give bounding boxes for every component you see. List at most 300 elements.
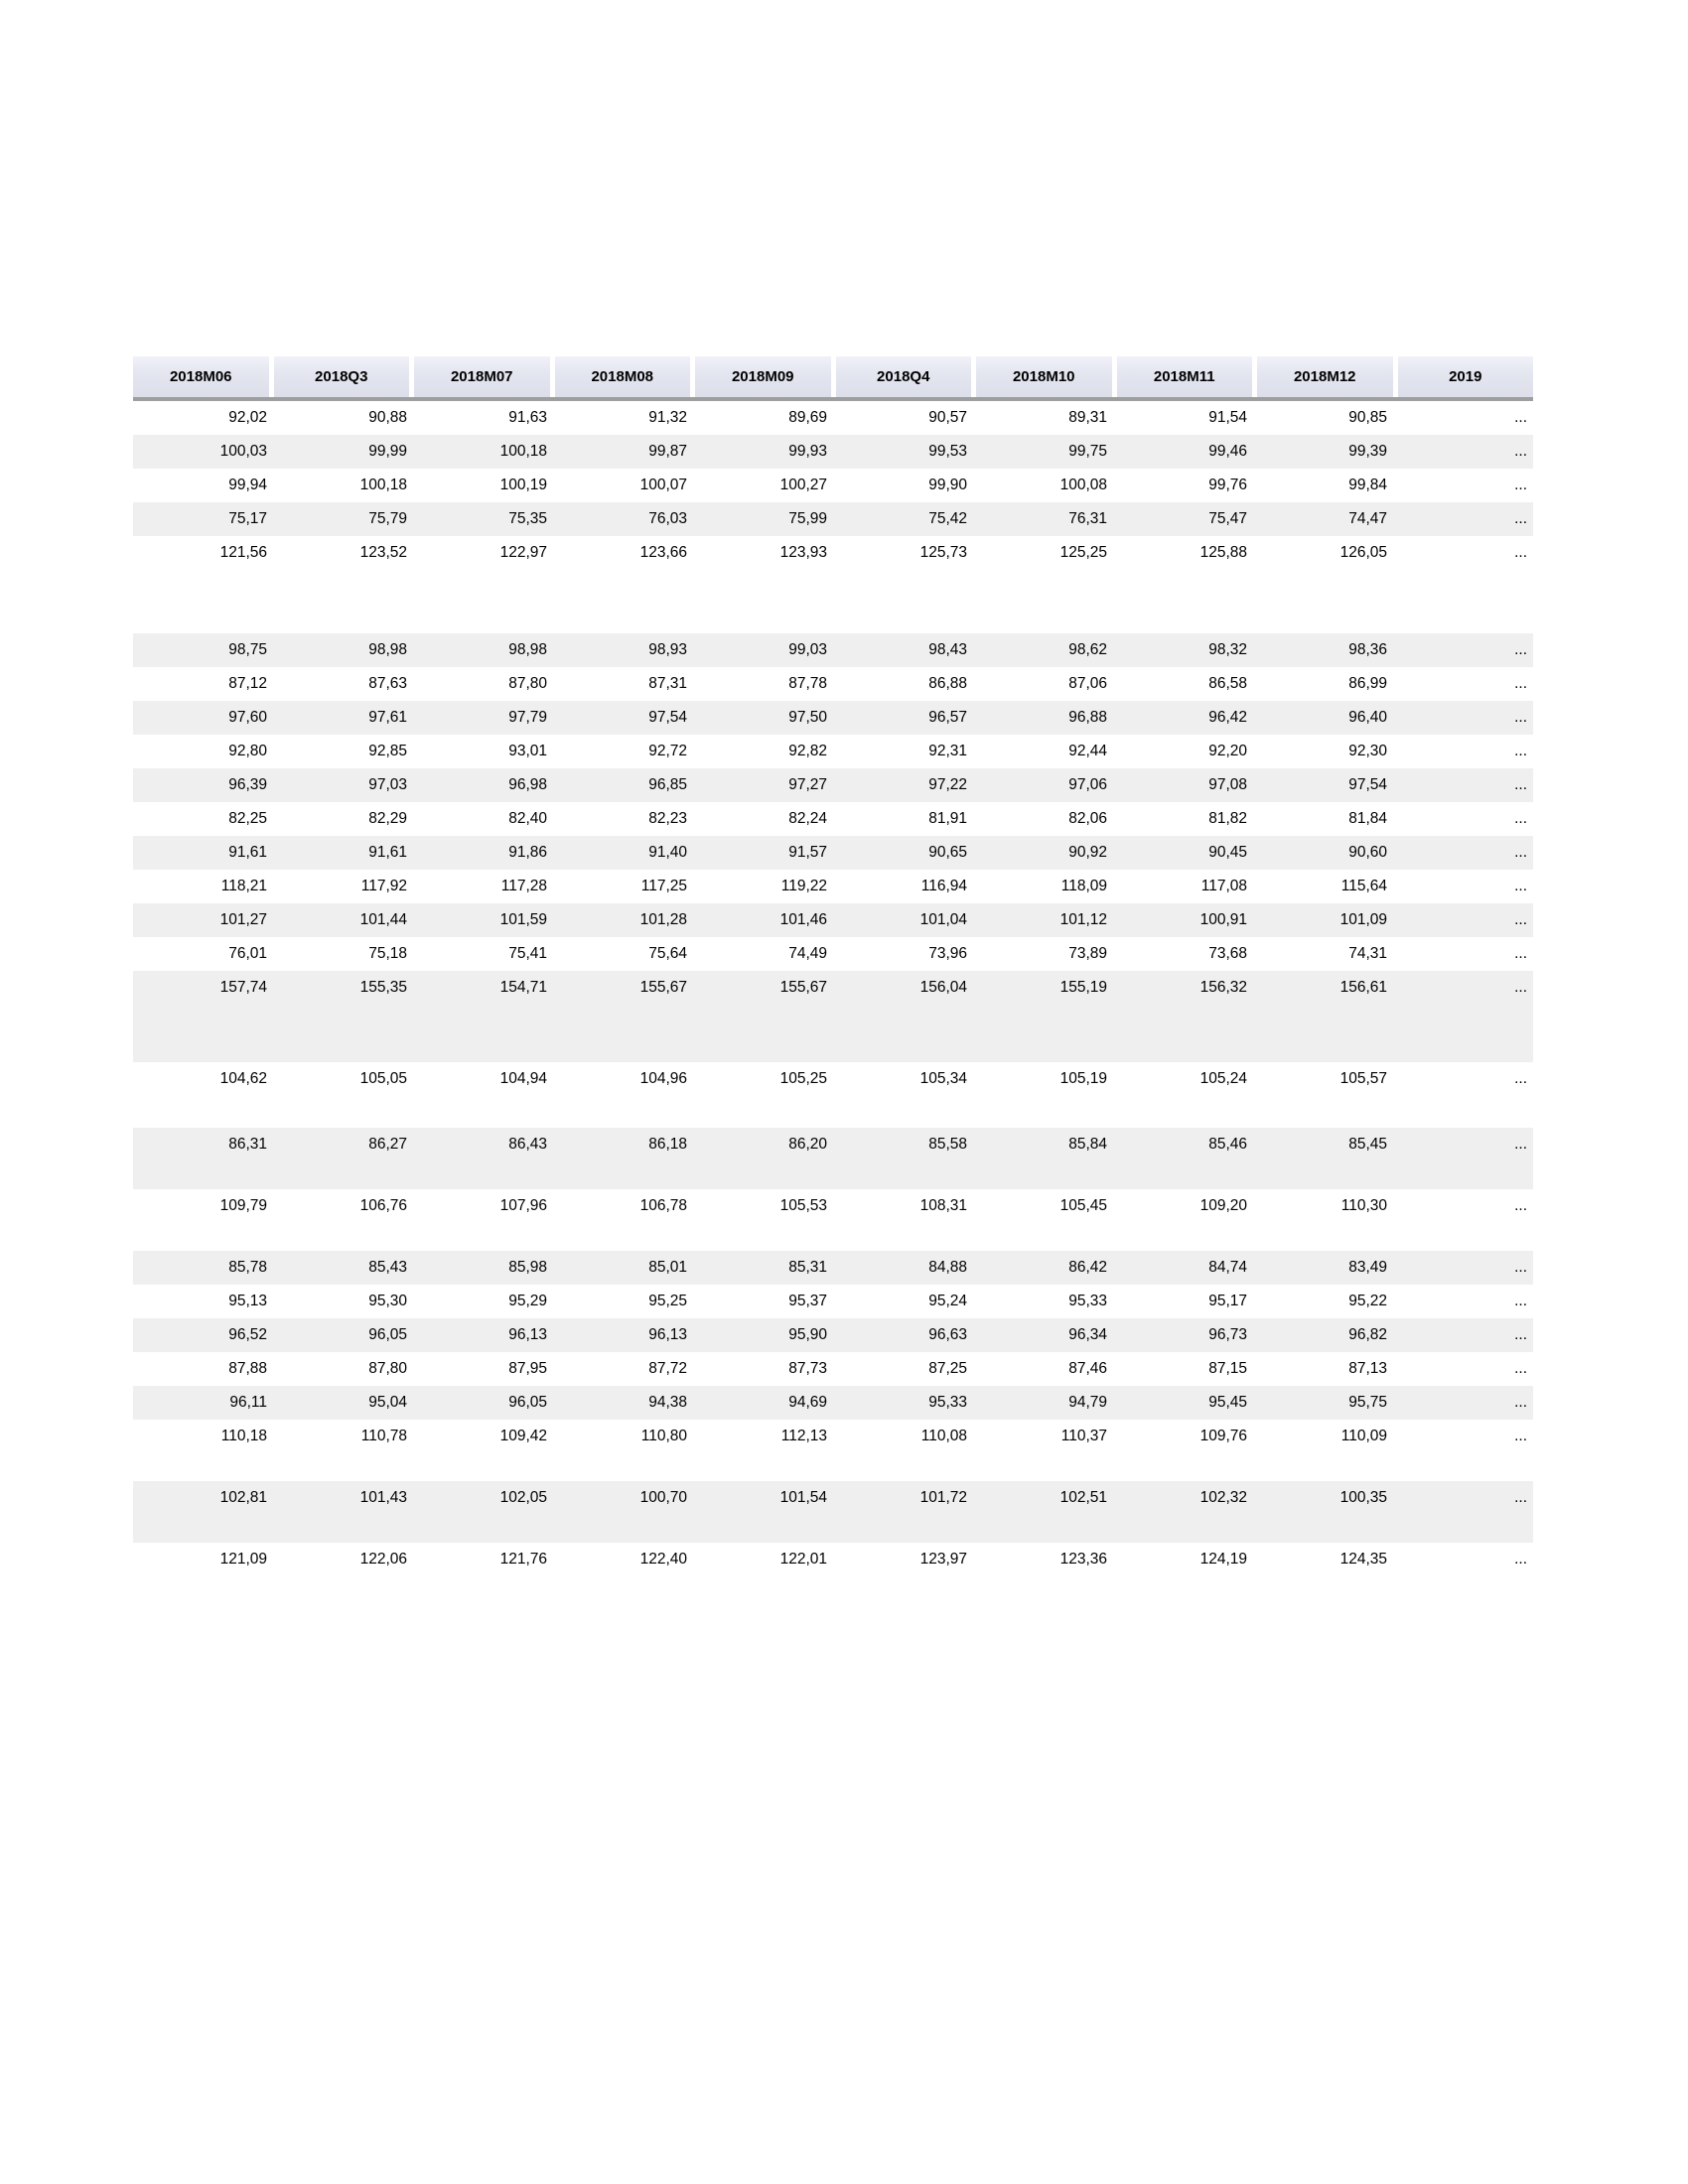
value-cell: 97,50 [788,709,827,726]
spacer-row [133,570,1533,633]
value-cell: 100,03 [219,443,267,460]
value-cell: 95,25 [648,1293,687,1309]
table-row [133,1251,1533,1285]
value-cell: 110,30 [1340,1197,1387,1214]
value-cell: 87,13 [1348,1360,1387,1377]
value-cell: 91,57 [788,844,827,861]
value-cell: 75,79 [368,510,407,527]
value-cell: 100,70 [639,1489,687,1506]
table-body [133,401,1533,1576]
value-cell: 91,40 [648,844,687,861]
value-cell: 121,76 [499,1551,547,1568]
value-cell: 155,19 [1059,979,1107,996]
table-row [133,633,1533,667]
value-cell: 115,64 [1340,878,1387,894]
value-cell: 85,01 [648,1259,687,1276]
table-row [133,937,1533,971]
value-cell: 101,44 [359,911,407,928]
value-cell: 85,98 [508,1259,547,1276]
table-row [133,1128,1533,1161]
value-cell: 95,33 [928,1394,967,1411]
value-cell: 101,59 [499,911,547,928]
spacer-row [133,1223,1533,1251]
value-cell: 96,82 [1348,1326,1387,1343]
value-cell: 98,98 [368,641,407,658]
flag-cell: ... [1514,709,1527,726]
table-row [133,836,1533,870]
value-cell: 101,09 [1339,911,1387,928]
value-cell: 74,47 [1348,510,1387,527]
table-row [133,1420,1533,1453]
value-cell: 99,53 [928,443,967,460]
flag-cell: ... [1514,1489,1527,1506]
value-cell: 110,80 [640,1428,687,1444]
value-cell: 86,58 [1208,675,1247,692]
value-cell: 74,49 [788,945,827,962]
value-cell: 100,35 [1339,1489,1387,1506]
table-row [133,667,1533,701]
value-cell: 75,35 [508,510,547,527]
value-cell: 92,44 [1068,743,1107,759]
value-cell: 101,54 [779,1489,827,1506]
value-cell: 97,06 [1068,776,1107,793]
value-cell: 107,96 [499,1197,547,1214]
value-cell: 76,31 [1068,510,1107,527]
value-cell: 109,42 [499,1428,547,1444]
value-cell: 90,65 [928,844,967,861]
value-cell: 90,60 [1348,844,1387,861]
value-cell: 109,79 [219,1197,267,1214]
table-row [133,536,1533,570]
value-cell: 104,62 [219,1070,267,1087]
value-cell: 124,19 [1199,1551,1247,1568]
value-cell: 96,13 [508,1326,547,1343]
value-cell: 98,62 [1068,641,1107,658]
value-cell: 157,74 [219,979,267,996]
value-cell: 102,32 [1199,1489,1247,1506]
value-cell: 100,18 [359,477,407,493]
value-cell: 100,07 [639,477,687,493]
value-cell: 96,42 [1208,709,1247,726]
value-cell: 109,20 [1199,1197,1247,1214]
value-cell: 95,24 [928,1293,967,1309]
value-cell: 95,37 [788,1293,827,1309]
flag-cell: ... [1514,911,1527,928]
value-cell: 86,20 [788,1136,827,1153]
column-header-2018M08[interactable]: 2018M08 [555,356,691,397]
value-cell: 93,01 [508,743,547,759]
value-cell: 81,82 [1208,810,1247,827]
value-cell: 96,13 [648,1326,687,1343]
value-cell: 99,93 [788,443,827,460]
value-cell: 94,38 [648,1394,687,1411]
column-header-2018M07[interactable]: 2018M07 [414,356,550,397]
value-cell: 92,82 [788,743,827,759]
value-cell: 155,67 [639,979,687,996]
value-cell: 95,13 [228,1293,267,1309]
flag-cell: ... [1514,878,1527,894]
column-header-2018M10[interactable]: 2018M10 [976,356,1112,397]
value-cell: 99,84 [1348,477,1387,493]
value-cell: 86,88 [928,675,967,692]
value-cell: 87,88 [228,1360,267,1377]
value-cell: 75,47 [1208,510,1247,527]
table-row [133,1062,1533,1096]
value-cell: 95,17 [1208,1293,1247,1309]
table-row [133,802,1533,836]
flag-cell: ... [1514,1070,1527,1087]
flag-cell: ... [1514,1197,1527,1214]
table-row [133,1189,1533,1223]
value-cell: 92,85 [368,743,407,759]
value-cell: 100,19 [499,477,547,493]
value-cell: 82,06 [1068,810,1107,827]
table-row [133,1543,1533,1576]
value-cell: 156,32 [1199,979,1247,996]
value-cell: 155,35 [359,979,407,996]
value-cell: 96,98 [508,776,547,793]
value-cell: 87,06 [1068,675,1107,692]
value-cell: 82,23 [648,810,687,827]
value-cell: 85,45 [1348,1136,1387,1153]
value-cell: 105,05 [359,1070,407,1087]
column-header-2018M12[interactable]: 2018M12 [1257,356,1393,397]
value-cell: 101,43 [359,1489,407,1506]
spacer-row [133,1453,1533,1481]
table-row [133,701,1533,735]
value-cell: 105,34 [919,1070,967,1087]
table-row [133,469,1533,502]
value-cell: 91,86 [508,844,547,861]
value-cell: 106,76 [359,1197,407,1214]
table-row [133,971,1533,1005]
value-cell: 75,64 [648,945,687,962]
value-cell: 97,54 [648,709,687,726]
value-cell: 99,46 [1208,443,1247,460]
data-table [133,356,1533,1576]
value-cell: 110,18 [220,1428,267,1444]
value-cell: 95,90 [788,1326,827,1343]
value-cell: 87,15 [1208,1360,1247,1377]
value-cell: 122,06 [359,1551,407,1568]
flag-cell: ... [1514,1428,1527,1444]
value-cell: 96,85 [648,776,687,793]
value-cell: 92,72 [648,743,687,759]
value-cell: 75,17 [228,510,267,527]
table-row [133,1386,1533,1420]
flag-cell: ... [1514,945,1527,962]
value-cell: 98,98 [508,641,547,658]
spacer-row [133,1515,1533,1543]
value-cell: 105,45 [1059,1197,1107,1214]
value-cell: 117,25 [640,878,687,894]
value-cell: 124,35 [1339,1551,1387,1568]
value-cell: 121,09 [219,1551,267,1568]
value-cell: 105,53 [779,1197,827,1214]
value-cell: 90,92 [1068,844,1107,861]
value-cell: 95,33 [1068,1293,1107,1309]
value-cell: 97,03 [368,776,407,793]
value-cell: 91,61 [368,844,407,861]
value-cell: 98,36 [1348,641,1387,658]
value-cell: 90,88 [368,409,407,426]
value-cell: 96,34 [1068,1326,1107,1343]
value-cell: 96,40 [1348,709,1387,726]
value-cell: 110,08 [920,1428,967,1444]
value-cell: 92,80 [228,743,267,759]
value-cell: 102,05 [499,1489,547,1506]
flag-cell: ... [1514,1293,1527,1309]
value-cell: 85,84 [1068,1136,1107,1153]
value-cell: 97,27 [788,776,827,793]
flag-cell: ... [1514,1360,1527,1377]
flag-cell: ... [1514,477,1527,493]
value-cell: 119,22 [780,878,827,894]
value-cell: 100,27 [779,477,827,493]
value-cell: 92,31 [928,743,967,759]
value-cell: 96,05 [508,1394,547,1411]
value-cell: 92,02 [228,409,267,426]
value-cell: 87,95 [508,1360,547,1377]
column-header-2018M11[interactable]: 2018M11 [1117,356,1253,397]
value-cell: 104,94 [499,1070,547,1087]
column-header-2019[interactable]: 2019 [1398,356,1534,397]
value-cell: 98,93 [648,641,687,658]
spacer-row [133,1096,1533,1128]
table-row [133,435,1533,469]
value-cell: 86,42 [1068,1259,1107,1276]
table-row [133,401,1533,435]
column-header-2018Q4[interactable]: 2018Q4 [836,356,972,397]
value-cell: 75,99 [788,510,827,527]
value-cell: 98,75 [228,641,267,658]
flag-cell: ... [1514,1326,1527,1343]
value-cell: 99,76 [1208,477,1247,493]
value-cell: 74,31 [1348,945,1387,962]
table-row [133,903,1533,937]
value-cell: 105,25 [779,1070,827,1087]
value-cell: 99,75 [1068,443,1107,460]
value-cell: 73,68 [1208,945,1247,962]
value-cell: 118,09 [1060,878,1107,894]
value-cell: 95,30 [368,1293,407,1309]
value-cell: 99,94 [228,477,267,493]
value-cell: 76,03 [648,510,687,527]
column-header-2018M09[interactable]: 2018M09 [695,356,831,397]
value-cell: 91,63 [508,409,547,426]
value-cell: 99,39 [1348,443,1387,460]
value-cell: 85,43 [368,1259,407,1276]
value-cell: 82,40 [508,810,547,827]
value-cell: 100,91 [1199,911,1247,928]
flag-cell: ... [1514,675,1527,692]
value-cell: 117,08 [1200,878,1247,894]
value-cell: 97,79 [508,709,547,726]
table-row [133,1318,1533,1352]
value-cell: 84,88 [928,1259,967,1276]
flag-cell: ... [1514,1394,1527,1411]
value-cell: 86,31 [228,1136,267,1153]
value-cell: 97,60 [228,709,267,726]
table-row [133,1481,1533,1515]
value-cell: 109,76 [1199,1428,1247,1444]
value-cell: 125,88 [1199,544,1247,561]
value-cell: 123,93 [779,544,827,561]
value-cell: 100,18 [499,443,547,460]
value-cell: 123,97 [919,1551,967,1568]
flag-cell: ... [1514,544,1527,561]
value-cell: 91,61 [228,844,267,861]
column-header-2018Q3[interactable]: 2018Q3 [274,356,410,397]
value-cell: 73,96 [928,945,967,962]
value-cell: 110,37 [1060,1428,1107,1444]
value-cell: 90,57 [928,409,967,426]
table-header-row [133,356,1533,397]
value-cell: 73,89 [1068,945,1107,962]
flag-cell: ... [1514,1259,1527,1276]
value-cell: 97,22 [928,776,967,793]
flag-cell: ... [1514,979,1527,996]
value-cell: 101,46 [779,911,827,928]
value-cell: 87,12 [228,675,267,692]
value-cell: 95,45 [1208,1394,1247,1411]
value-cell: 126,05 [1339,544,1387,561]
value-cell: 86,18 [648,1136,687,1153]
value-cell: 81,84 [1348,810,1387,827]
value-cell: 95,29 [508,1293,547,1309]
value-cell: 100,08 [1059,477,1107,493]
value-cell: 101,72 [919,1489,967,1506]
value-cell: 96,05 [368,1326,407,1343]
value-cell: 99,03 [788,641,827,658]
value-cell: 81,91 [928,810,967,827]
value-cell: 108,31 [919,1197,967,1214]
value-cell: 96,63 [928,1326,967,1343]
value-cell: 101,28 [639,911,687,928]
table-row [133,502,1533,536]
flag-cell: ... [1514,844,1527,861]
value-cell: 87,80 [368,1360,407,1377]
value-cell: 98,43 [928,641,967,658]
value-cell: 86,27 [368,1136,407,1153]
value-cell: 87,72 [648,1360,687,1377]
flag-cell: ... [1514,776,1527,793]
value-cell: 90,45 [1208,844,1247,861]
value-cell: 123,36 [1059,1551,1107,1568]
value-cell: 85,31 [788,1259,827,1276]
value-cell: 110,09 [1340,1428,1387,1444]
table-row [133,870,1533,903]
value-cell: 82,29 [368,810,407,827]
value-cell: 106,78 [639,1197,687,1214]
value-cell: 96,88 [1068,709,1107,726]
value-cell: 89,69 [788,409,827,426]
value-cell: 104,96 [639,1070,687,1087]
value-cell: 156,04 [919,979,967,996]
value-cell: 96,57 [928,709,967,726]
value-cell: 154,71 [499,979,547,996]
value-cell: 156,61 [1339,979,1387,996]
flag-cell: ... [1514,1136,1527,1153]
value-cell: 99,87 [648,443,687,460]
value-cell: 82,24 [788,810,827,827]
value-cell: 98,32 [1208,641,1247,658]
flag-cell: ... [1514,443,1527,460]
value-cell: 87,78 [788,675,827,692]
value-cell: 91,54 [1208,409,1247,426]
value-cell: 75,41 [508,945,547,962]
flag-cell: ... [1514,641,1527,658]
value-cell: 92,20 [1208,743,1247,759]
value-cell: 97,08 [1208,776,1247,793]
value-cell: 95,22 [1348,1293,1387,1309]
flag-cell: ... [1514,1551,1527,1568]
value-cell: 105,24 [1199,1070,1247,1087]
value-cell: 116,94 [920,878,967,894]
value-cell: 96,39 [228,776,267,793]
value-cell: 117,92 [360,878,407,894]
value-cell: 117,28 [500,878,547,894]
value-cell: 97,54 [1348,776,1387,793]
flag-cell: ... [1514,743,1527,759]
value-cell: 85,58 [928,1136,967,1153]
value-cell: 87,25 [928,1360,967,1377]
value-cell: 121,56 [219,544,267,561]
value-cell: 94,79 [1068,1394,1107,1411]
value-cell: 99,99 [368,443,407,460]
value-cell: 85,46 [1208,1136,1247,1153]
value-cell: 94,69 [788,1394,827,1411]
spacer-row [133,1161,1533,1189]
value-cell: 82,25 [228,810,267,827]
value-cell: 87,63 [368,675,407,692]
value-cell: 110,78 [360,1428,407,1444]
value-cell: 118,21 [220,878,267,894]
value-cell: 101,12 [1059,911,1107,928]
value-cell: 84,74 [1208,1259,1247,1276]
table-row [133,768,1533,802]
value-cell: 102,81 [219,1489,267,1506]
value-cell: 122,40 [639,1551,687,1568]
value-cell: 87,46 [1068,1360,1107,1377]
value-cell: 96,11 [229,1394,267,1411]
value-cell: 95,75 [1348,1394,1387,1411]
value-cell: 95,04 [368,1394,407,1411]
value-cell: 86,99 [1348,675,1387,692]
value-cell: 102,51 [1059,1489,1107,1506]
spacer-row [133,1005,1533,1062]
value-cell: 112,13 [780,1428,827,1444]
value-cell: 96,52 [228,1326,267,1343]
value-cell: 99,90 [928,477,967,493]
value-cell: 90,85 [1348,409,1387,426]
value-cell: 105,19 [1059,1070,1107,1087]
value-cell: 123,66 [639,544,687,561]
table-row [133,1285,1533,1318]
value-cell: 101,04 [919,911,967,928]
value-cell: 92,30 [1348,743,1387,759]
column-header-2018M06[interactable]: 2018M06 [133,356,269,397]
flag-cell: ... [1514,510,1527,527]
flag-cell: ... [1514,810,1527,827]
table-row [133,1352,1533,1386]
value-cell: 86,43 [508,1136,547,1153]
value-cell: 75,18 [368,945,407,962]
value-cell: 89,31 [1068,409,1107,426]
value-cell: 87,31 [648,675,687,692]
value-cell: 75,42 [928,510,967,527]
value-cell: 155,67 [779,979,827,996]
